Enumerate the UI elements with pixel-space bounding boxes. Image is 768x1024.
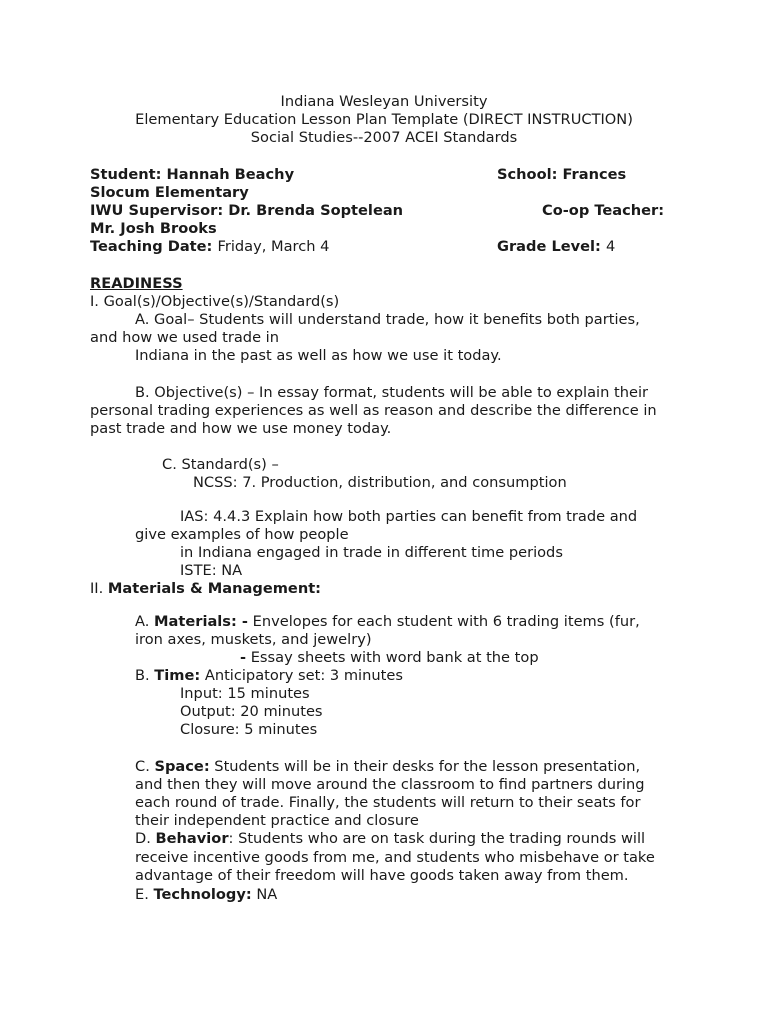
standards-heading: C. Standard(s) – <box>162 456 279 473</box>
technology-label: Technology: <box>153 886 252 903</box>
time-prefix: B. <box>135 667 155 684</box>
time-input: Input: 15 minutes <box>180 685 310 702</box>
ias-line-1: IAS: 4.4.3 Explain how both parties can benefit from trade and <box>180 508 638 525</box>
materials-text-1: Envelopes for each student with 6 trading items (fur, <box>247 613 640 630</box>
behavior-label: Behavior <box>155 830 229 847</box>
grade-level-label: Grade Level: <box>497 238 606 255</box>
materials-line-3 <box>240 649 539 667</box>
goal-line-1: A. Goal– Students will understand trade, how it benefits both parties, <box>135 311 640 328</box>
time-line <box>135 667 403 685</box>
behavior-line-2: receive incentive goods from me, and students who misbehave or take <box>135 849 655 866</box>
teaching-date-value: Friday, March 4 <box>217 238 330 255</box>
ias-line-3: in Indiana engaged in trade in different time periods <box>180 544 563 561</box>
space-line-1 <box>135 758 640 776</box>
standards-title: Social Studies--2007 ACEI Standards <box>250 129 518 146</box>
school-label: School: Frances <box>497 166 627 183</box>
objective-line-1: B. Objective(s) – In essay format, students will be able to explain their <box>135 384 649 401</box>
student-name: Student: Hannah Beachy <box>90 166 295 183</box>
materials-label: Materials: - <box>154 613 248 630</box>
readiness-heading: READINESS <box>90 275 183 292</box>
grade-level-value: 4 <box>605 238 616 255</box>
space-line-3: each round of trade. Finally, the students will return to their seats for <box>135 794 641 811</box>
materials-line-1 <box>135 613 640 631</box>
behavior-line-1 <box>135 830 645 848</box>
materials-text-3: Essay sheets with word bank at the top <box>246 649 539 666</box>
materials-management-heading <box>90 580 321 598</box>
time-output: Output: 20 minutes <box>180 703 323 720</box>
technology-prefix: E. <box>135 886 154 903</box>
grade-level <box>497 238 615 256</box>
materials-management-title: Materials & Management: <box>107 580 322 597</box>
goal-line-2: and how we used trade in <box>90 329 279 346</box>
space-line-4: their independent practice and closure <box>135 812 419 829</box>
supervisor-name: IWU Supervisor: Dr. Brenda Soptelean <box>90 202 404 219</box>
iste-standard: ISTE: NA <box>180 562 243 579</box>
teaching-date-label: Teaching Date: <box>90 238 218 255</box>
university-title: Indiana Wesleyan University <box>280 93 488 110</box>
technology-text: NA <box>251 886 278 903</box>
template-title: Elementary Education Lesson Plan Template (DIRECT INSTRUCTION) <box>135 111 633 128</box>
goals-heading: I. Goal(s)/Objective(s)/Standard(s) <box>90 293 340 310</box>
objective-line-3: past trade and how we use money today. <box>90 420 392 437</box>
time-closure: Closure: 5 minutes <box>180 721 318 738</box>
time-anticipatory: Anticipatory set: 3 minutes <box>200 667 403 684</box>
materials-line-2: iron axes, muskets, and jewelry) <box>135 631 372 648</box>
teaching-date <box>90 238 329 256</box>
goal-line-3: Indiana in the past as well as how we use it today. <box>135 347 502 364</box>
coop-teacher-name: Mr. Josh Brooks <box>90 220 217 237</box>
school-name-cont: Slocum Elementary <box>90 184 249 201</box>
space-prefix: C. <box>135 758 155 775</box>
ias-line-2: give examples of how people <box>135 526 349 543</box>
objective-line-2: personal trading experiences as well as reason and describe the difference in <box>90 402 657 419</box>
coop-teacher-label: Co-op Teacher: <box>542 202 665 219</box>
materials-dash: - <box>240 649 247 666</box>
time-label: Time: <box>154 667 201 684</box>
space-text-1: Students will be in their desks for the lesson presentation, <box>209 758 641 775</box>
space-line-2: and then they will move around the classroom to find partners during <box>135 776 645 793</box>
space-label: Space: <box>154 758 210 775</box>
behavior-prefix: D. <box>135 830 156 847</box>
behavior-text-1: : Students who are on task during the trading rounds will <box>228 830 646 847</box>
technology-line <box>135 886 277 904</box>
materials-management-prefix: II. <box>90 580 108 597</box>
materials-prefix: A. <box>135 613 155 630</box>
ncss-standard: NCSS: 7. Production, distribution, and consumption <box>193 474 567 491</box>
behavior-line-3: advantage of their freedom will have goods taken away from them. <box>135 867 629 884</box>
